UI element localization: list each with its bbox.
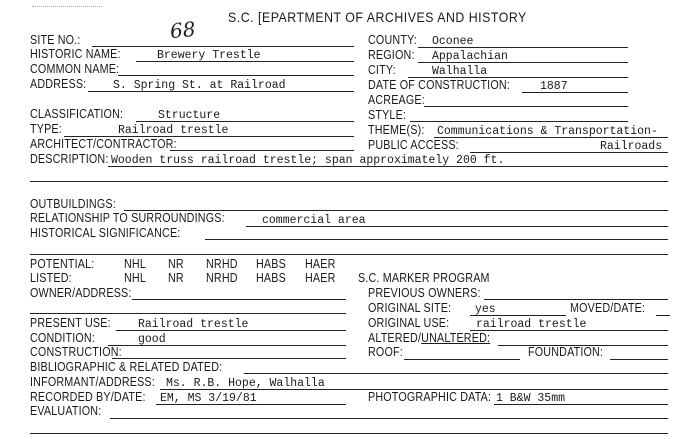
form-title: S.C. [EPARTMENT OF ARCHIVES AND HISTORY (228, 9, 527, 25)
description-label: DESCRIPTION: (30, 152, 109, 166)
architect-label: ARCHITECT/CONTRACTOR: (30, 137, 177, 151)
acreage-line (424, 106, 628, 107)
recorded-by-line (156, 404, 346, 405)
common-name-line (118, 75, 354, 76)
description-line-2 (30, 181, 668, 182)
common-name-label: COMMON NAME: (30, 62, 120, 76)
altered-unaltered-label: ALTERED/UNALTERED: (368, 331, 491, 345)
address-value: S. Spring St. at Railroad (113, 79, 286, 92)
previous-owners-label: PREVIOUS OWNERS: (368, 286, 481, 300)
site-no-label: SITE NO.: (30, 33, 81, 47)
present-use-label: PRESENT USE: (30, 316, 111, 330)
style-label: STYLE: (368, 108, 407, 122)
city-label: CITY: (368, 63, 396, 77)
region-label: REGION: (368, 48, 415, 62)
themes-line (434, 137, 668, 138)
roof-label: ROOF: (368, 345, 403, 359)
owner-address-line-2 (30, 313, 346, 314)
historical-significance-line (205, 239, 668, 240)
potential-haer: HAER (305, 257, 336, 271)
acreage-label: ACREAGE: (368, 93, 425, 107)
historic-name-value: Brewery Trestle (157, 49, 261, 62)
evaluation-line (110, 418, 668, 419)
city-value: Walhalla (432, 65, 488, 78)
listed-label: LISTED: (30, 271, 72, 285)
marker-program-label: S.C. MARKER PROGRAM (358, 271, 490, 285)
historic-name-label: HISTORIC NAME: (30, 47, 121, 61)
condition-line (108, 345, 346, 346)
evaluation-label: EVALUATION: (30, 404, 102, 418)
type-label: TYPE: (30, 122, 62, 136)
county-value: Oconee (432, 35, 474, 48)
moved-date-line (656, 315, 670, 316)
roof-line (404, 359, 520, 360)
address-line (88, 91, 354, 92)
potential-nhl: NHL (124, 257, 147, 271)
recorded-by-label: RECORDED BY/DATE: (30, 390, 146, 404)
county-label: COUNTY: (368, 33, 417, 47)
owner-address-label: OWNER/ADDRESS: (30, 286, 132, 300)
moved-date-label: MOVED/DATE: (570, 301, 646, 315)
historic-name-line (136, 61, 354, 62)
evaluation-line-2 (30, 433, 668, 434)
type-value: Railroad trestle (118, 124, 229, 137)
original-use-value: railroad trestle (476, 318, 587, 331)
original-use-label: ORIGINAL USE: (368, 316, 450, 330)
public-access-line (470, 152, 668, 153)
informant-value: Ms. R.B. Hope, Walhalla (166, 377, 325, 390)
themes-continuation-value: Railroads (600, 140, 663, 153)
potential-habs: HABS (256, 257, 286, 271)
scan-artifact (32, 6, 102, 7)
bibliography-label: BIBLIOGRAPHIC & RELATED DATED: (30, 360, 223, 374)
potential-label: POTENTIAL: (30, 257, 95, 271)
original-use-line (470, 330, 668, 331)
historical-significance-label: HISTORICAL SIGNIFICANCE: (30, 226, 181, 240)
unaltered-selected: UNALTERED: (421, 331, 491, 345)
description-line (108, 166, 668, 167)
site-no-line (92, 46, 354, 47)
condition-label: CONDITION: (30, 331, 96, 345)
present-use-line (116, 330, 346, 331)
listed-haer: HAER (305, 271, 336, 285)
themes-label: THEME(S): (368, 123, 425, 137)
date-of-construction-value: 1887 (540, 80, 568, 93)
bibliography-line (244, 373, 668, 374)
handwritten-site-number: 68 (168, 16, 197, 44)
public-access-label: PUBLIC ACCESS: (368, 138, 459, 152)
relationship-value: commercial area (262, 214, 366, 227)
informant-label: INFORMANT/ADDRESS: (30, 375, 155, 389)
relationship-line (246, 226, 668, 227)
recorded-by-value: EM, MS 3/19/81 (160, 392, 257, 405)
county-line (418, 47, 628, 48)
condition-value: good (138, 333, 166, 346)
significance-line-2 (30, 254, 668, 255)
potential-nr: NR (168, 257, 184, 271)
architect-line (170, 150, 354, 151)
date-of-construction-label: DATE OF CONSTRUCTION: (368, 78, 510, 92)
construction-line (112, 358, 346, 359)
foundation-label: FOUNDATION: (528, 345, 604, 359)
classification-line (136, 121, 354, 122)
owner-address-line (132, 299, 346, 300)
classification-label: CLASSIFICATION: (30, 107, 124, 121)
listed-nr: NR (168, 271, 184, 285)
original-site-line (470, 315, 566, 316)
region-value: Appalachian (432, 50, 508, 63)
photographic-data-value: 1 B&W 35mm (496, 392, 566, 405)
address-label: ADDRESS: (30, 77, 87, 91)
relationship-label: RELATIONSHIP TO SURROUNDINGS: (30, 211, 225, 225)
style-line (410, 121, 628, 122)
classification-value: Structure (158, 109, 221, 122)
original-site-label: ORIGINAL SITE: (368, 301, 452, 315)
description-value: Wooden truss railroad trestle; span approximately 200 ft. (111, 154, 505, 167)
original-site-value: yes (475, 303, 496, 316)
construction-label: CONSTRUCTION: (30, 345, 122, 359)
listed-nrhd: NRHD (206, 271, 238, 285)
listed-habs: HABS (256, 271, 286, 285)
listed-nhl: NHL (124, 271, 147, 285)
outbuildings-label: OUTBUILDINGS: (30, 197, 116, 211)
date-of-construction-line (522, 92, 628, 93)
foundation-line (610, 359, 668, 360)
photographic-data-label: PHOTOGRAPHIC DATA: (368, 390, 492, 404)
themes-value: Communications & Transportation- (437, 125, 658, 138)
previous-owners-line (484, 299, 668, 300)
region-line (418, 62, 628, 63)
present-use-value: Railroad trestle (138, 318, 249, 331)
photographic-data-line (494, 404, 668, 405)
potential-nrhd: NRHD (206, 257, 238, 271)
